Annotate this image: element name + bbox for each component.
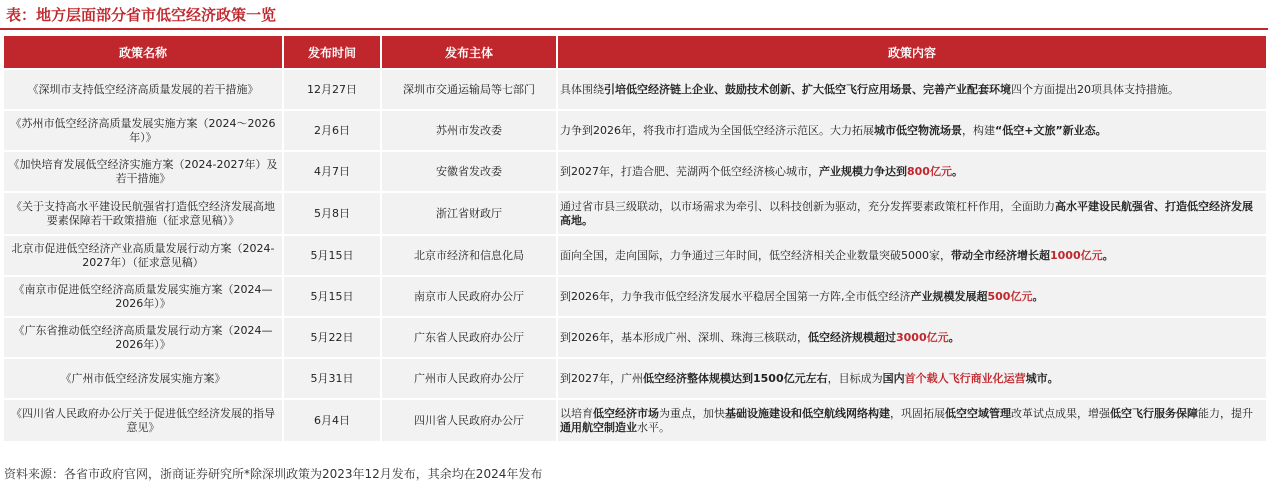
content-text: ，目标成为 xyxy=(827,371,883,385)
content-text: 通过省市县三级联动，以市场需求为牵引、以科技创新为驱动，充分发挥要素政策杠杆作用，全面助力 xyxy=(560,199,1055,213)
policy-content xyxy=(556,70,1266,109)
policy-issuer: 南京市人民政府办公厅 xyxy=(380,277,556,316)
policy-name: 《关于支持高水平建设民航强省打造低空经济发展高地要素保障若干政策措施（征求意见稿）》 xyxy=(4,193,282,234)
policy-issuer: 广东省人民政府办公厅 xyxy=(380,318,556,357)
content-highlight: 低空飞行服务保障 xyxy=(1110,406,1198,420)
content-text: ，构建 xyxy=(962,123,995,137)
table-row xyxy=(4,152,1266,191)
content-highlight: 产业规模发展超 xyxy=(910,289,988,303)
content-highlight: 带动全市经济增长超 xyxy=(951,248,1050,262)
policy-name: 《苏州市低空经济高质量发展实施方案（2024～2026年）》 xyxy=(4,111,282,150)
policy-issuer: 安徽省发改委 xyxy=(380,152,556,191)
policy-date: 5月22日 xyxy=(282,318,380,357)
policy-issuer: 四川省人民政府办公厅 xyxy=(380,400,556,441)
content-figure: 500亿元 xyxy=(987,289,1033,303)
policy-content xyxy=(556,111,1266,150)
content-figure: 首个载人飞行商业化运营 xyxy=(904,371,1026,385)
policy-date: 12月27日 xyxy=(282,70,380,109)
table-row xyxy=(4,111,1266,150)
policy-name: 《加快培育发展低空经济实施方案（2024-2027年）及若干措施》 xyxy=(4,152,282,191)
policy-issuer: 深圳市交通运输局等七部门 xyxy=(380,70,556,109)
content-highlight: 低空经济市场 xyxy=(593,406,659,420)
content-figure: 3000亿元 xyxy=(896,330,949,344)
source-note: 资料来源：各省市政府官网，浙商证券研究所*除深圳政策为2023年12月发布，其余均在2024年发布 xyxy=(4,467,543,481)
policy-date: 5月15日 xyxy=(282,277,380,316)
content-figure: 1000亿元 xyxy=(1050,248,1103,262)
content-highlight: 城市低空物流场景 xyxy=(874,123,962,137)
policy-content xyxy=(556,318,1266,357)
title-divider xyxy=(0,28,1268,30)
table-row xyxy=(4,236,1266,275)
table-row xyxy=(4,193,1266,234)
table-row xyxy=(4,318,1266,357)
table-row xyxy=(4,359,1266,398)
content-text: 到2027年，打造合肥、芜湖两个低空经济核心城市， xyxy=(560,164,819,178)
policy-content xyxy=(556,277,1266,316)
policy-date: 2月6日 xyxy=(282,111,380,150)
content-text: 以培育 xyxy=(560,406,593,420)
policy-issuer: 北京市经济和信息化局 xyxy=(380,236,556,275)
policy-content xyxy=(556,400,1266,441)
table-row xyxy=(4,70,1266,109)
policy-date: 5月8日 xyxy=(282,193,380,234)
table-title: 表：地方层面部分省市低空经济政策一览 xyxy=(6,6,277,24)
column-header-content: 政策内容 xyxy=(556,36,1266,68)
content-text: 。 xyxy=(948,330,960,344)
policy-issuer: 广州市人民政府办公厅 xyxy=(380,359,556,398)
content-text: 力争到2026年，将我市打造成为全国低空经济示范区。大力拓展 xyxy=(560,123,874,137)
content-highlight: 低空经济规模超过 xyxy=(808,330,896,344)
policy-content xyxy=(556,152,1266,191)
content-highlight: 国内 xyxy=(882,371,905,385)
policy-content xyxy=(556,236,1266,275)
content-text: 能力，提升 xyxy=(1198,406,1253,420)
content-text: 到2027年，广州 xyxy=(560,371,643,385)
content-highlight: 基础设施建设和低空航线网络构建 xyxy=(725,406,890,420)
table-header-row xyxy=(4,36,1266,68)
policy-date: 4月7日 xyxy=(282,152,380,191)
table-row xyxy=(4,400,1266,441)
content-text: 到2026年，力争我市低空经济发展水平稳居全国第一方阵,全市低空经济 xyxy=(560,289,911,303)
content-highlight: “低空+文旅”新业态。 xyxy=(995,123,1107,137)
policy-date: 5月15日 xyxy=(282,236,380,275)
content-text: 。 xyxy=(1032,289,1044,303)
content-text: 具体围绕 xyxy=(560,82,604,96)
content-highlight: 城市。 xyxy=(1025,371,1059,385)
policy-content xyxy=(556,193,1266,234)
content-highlight: 低空空域管理 xyxy=(945,406,1011,420)
content-text: 水平。 xyxy=(637,420,670,434)
policy-name: 《广东省推动低空经济高质量发展行动方案（2024—2026年）》 xyxy=(4,318,282,357)
policy-content xyxy=(556,359,1266,398)
content-text: 。 xyxy=(1102,248,1114,262)
content-text: 四个方面提出20项具体支持措施。 xyxy=(1011,82,1179,96)
policy-name: 北京市促进低空经济产业高质量发展行动方案（2024-2027年）（征求意见稿） xyxy=(4,236,282,275)
column-header-date: 发布时间 xyxy=(282,36,380,68)
policy-issuer: 浙江省财政厅 xyxy=(380,193,556,234)
content-text: 为重点，加快 xyxy=(659,406,725,420)
content-highlight: 通用航空制造业 xyxy=(560,420,637,434)
content-highlight: 引培低空经济链上企业、鼓励技术创新、扩大低空飞行应用场景、完善产业配套环境 xyxy=(604,82,1011,96)
content-figure: 800亿元 xyxy=(907,164,952,178)
table-row xyxy=(4,277,1266,316)
policy-date: 5月31日 xyxy=(282,359,380,398)
policy-name: 《南京市促进低空经济高质量发展实施方案（2024—2026年）》 xyxy=(4,277,282,316)
policy-name: 《深圳市支持低空经济高质量发展的若干措施》 xyxy=(4,70,282,109)
column-header-issuer: 发布主体 xyxy=(380,36,556,68)
policy-name: 《广州市低空经济发展实施方案》 xyxy=(4,359,282,398)
content-text: 改革试点成果，增强 xyxy=(1011,406,1110,420)
policy-date: 6月4日 xyxy=(282,400,380,441)
content-text: 。 xyxy=(951,164,963,178)
content-highlight: 低空经济整体规模达到1500亿元左右 xyxy=(643,371,828,385)
content-text: ，巩固拓展 xyxy=(890,406,945,420)
content-highlight: 产业规模力争达到 xyxy=(819,164,907,178)
policy-issuer: 苏州市发改委 xyxy=(380,111,556,150)
column-header-name: 政策名称 xyxy=(4,36,282,68)
content-text: 到2026年，基本形成广州、深圳、珠海三核联动， xyxy=(560,330,808,344)
policy-name: 《四川省人民政府办公厅关于促进低空经济发展的指导意见》 xyxy=(4,400,282,441)
policy-table xyxy=(4,34,1266,443)
content-highlight: 高水平建设民航强省、打造低空经济发展高地。 xyxy=(560,199,1253,227)
content-text: 面向全国，走向国际，力争通过三年时间，低空经济相关企业数量突破5000家， xyxy=(560,248,951,262)
